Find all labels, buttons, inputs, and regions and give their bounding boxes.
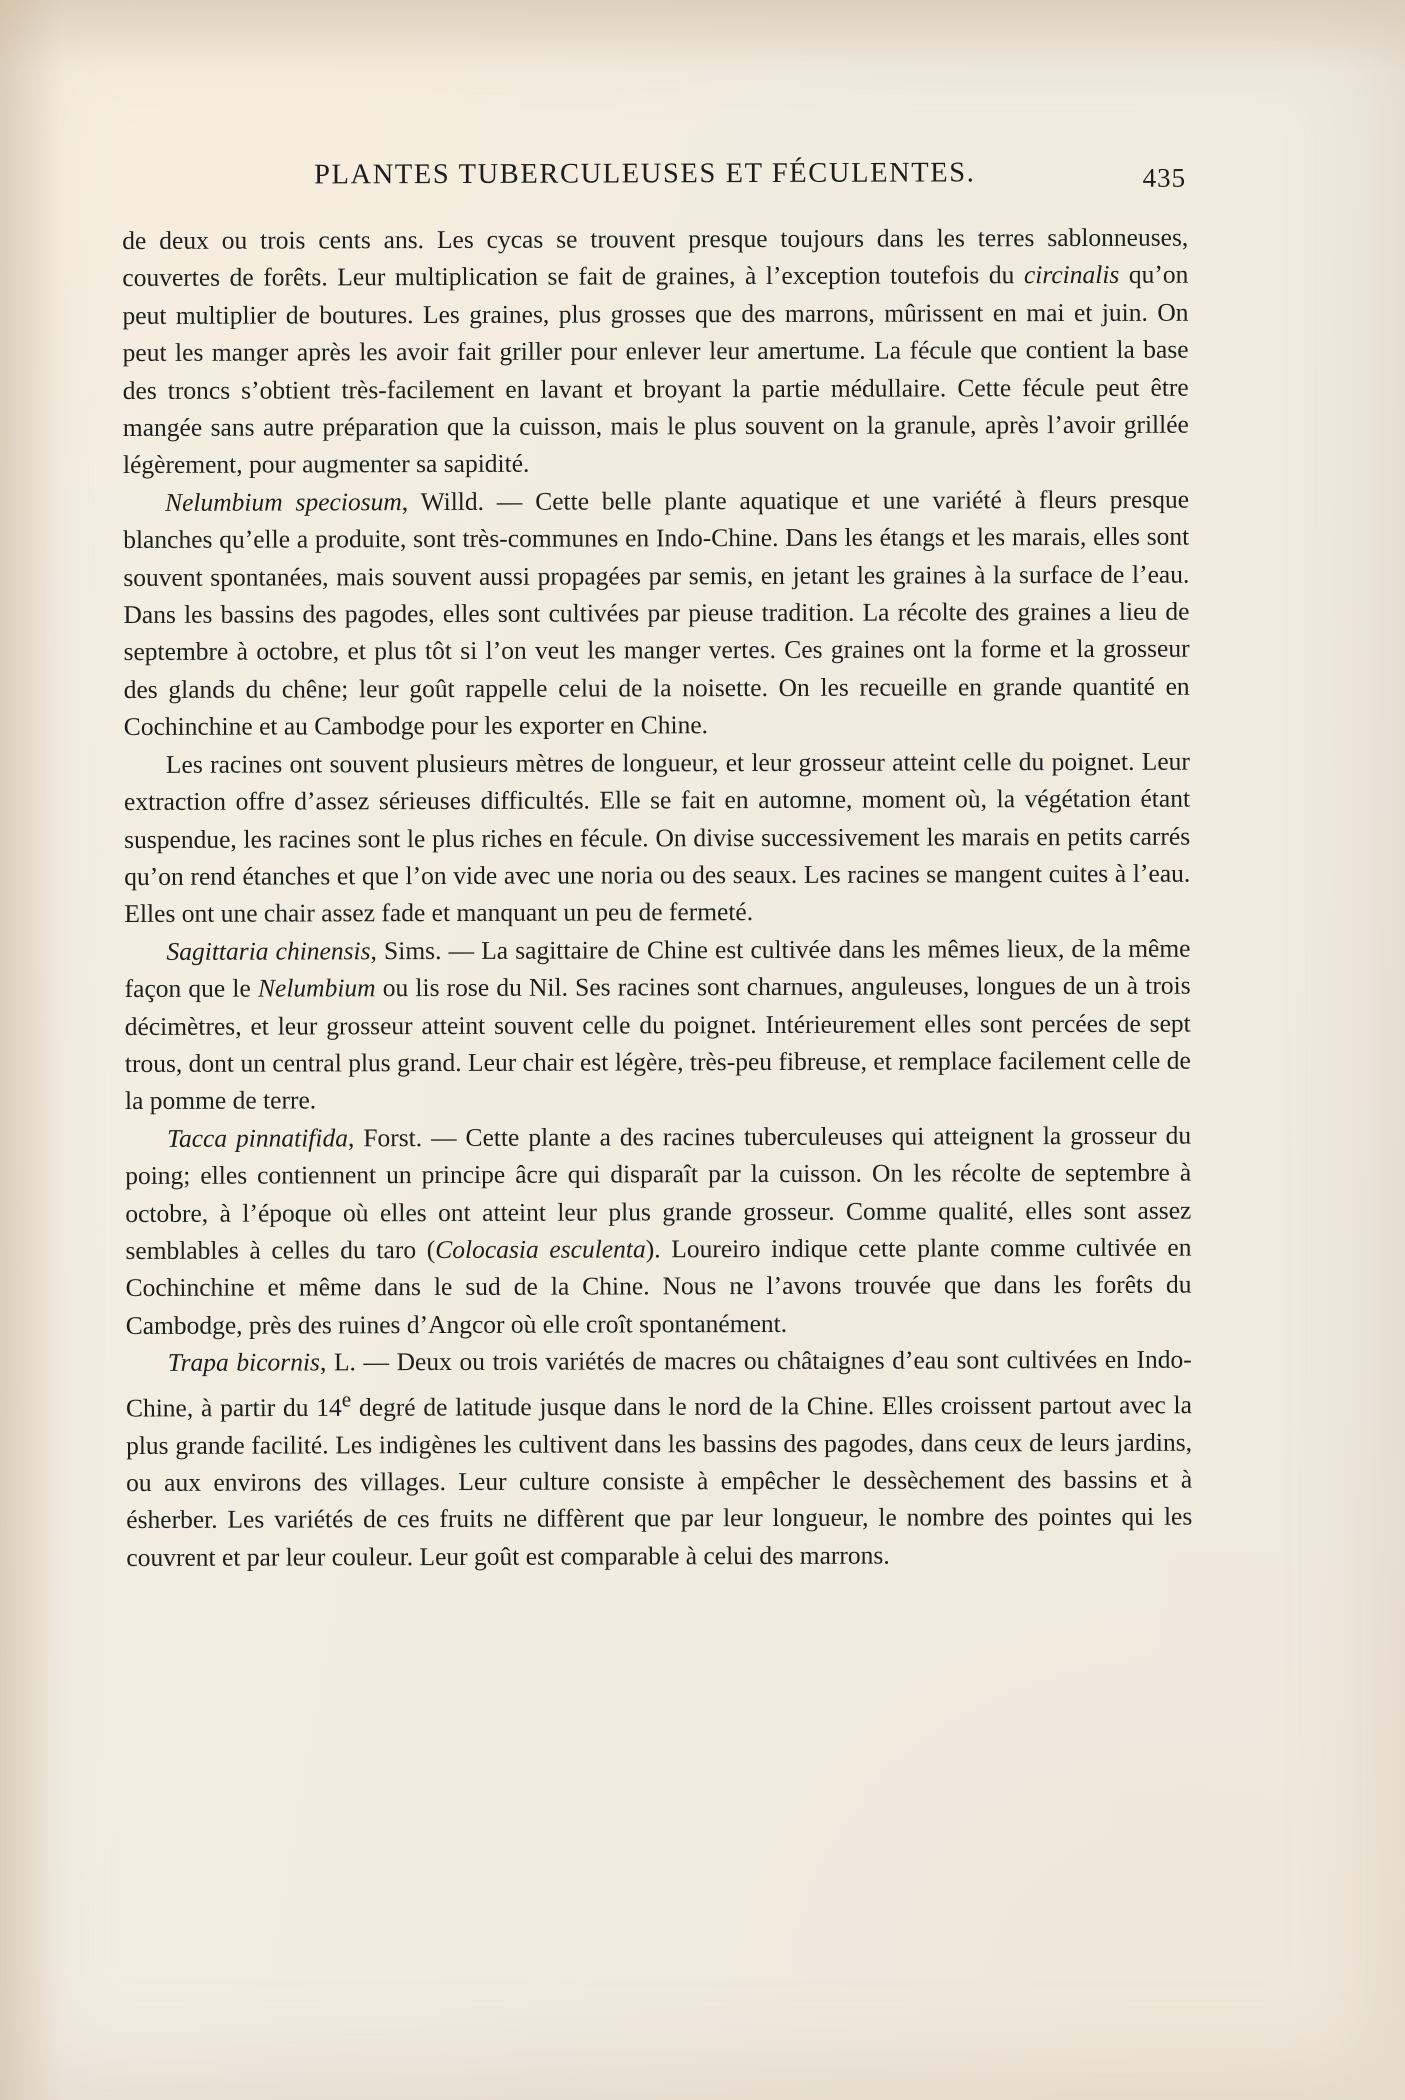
page-content bbox=[122, 157, 1192, 1576]
para-nelumbium bbox=[123, 480, 1190, 745]
text-run: qu’on peut multiplier de boutures. Les graines, plus grosses que des marrons, mûrissent en mai et juin. On peut les manger après les avoir fait griller pour enlever leur amertume. La fécule que contient la base des troncs s’obtient très-facilement en lavant et broyant la partie médullaire. Cette fécule peut être mangée sans autre préparation que la cuisson, mais le plus souvent on la granule, après l’avoir grillée légèrement, pour augmenter sa sapidité. bbox=[122, 260, 1189, 480]
species-name: Colocasia esculenta bbox=[435, 1234, 646, 1264]
text-run: ou lis rose du Nil. Ses racines sont charnues, anguleuses, longues de un à trois décimètres, et leur grosseur atteint souvent celle du poignet. Intérieurement elles sont percées de sept trous, dont un central plus grand. Leur chair est légère, très-peu fibreuse, et remplace facilement celle de la pomme de terre. bbox=[124, 970, 1191, 1116]
species-name: circinalis bbox=[1023, 260, 1120, 290]
species-name: Nelumbium speciosum bbox=[165, 486, 402, 517]
ordinal-superscript: e bbox=[341, 1386, 352, 1411]
page-edge-shadow-left bbox=[0, 0, 60, 2100]
text-run: , Willd. — Cette belle plante aquatique et une variété à fleurs presque blanches qu’elle a produite, sont très-communes en Indo-Chine. Dans les étangs et les marais, elles sont souvent spontanées, mais souvent aussi propagées par semis, en jetant les graines à la surface de l’eau. Dans les bassins des pagodes, elles sont cultivées par pieuse tradition. La récolte des graines a lieu de septembre à octobre, et plus tôt si l’on veut les manger vertes. Ces graines ont la forme et la grosseur des glands du chêne; leur goût rappelle celui de la noisette. On les recueille en grande quantité en Cochinchine et au Cambodge pour les exporter en Chine. bbox=[123, 484, 1190, 742]
para-tacca bbox=[125, 1116, 1192, 1344]
text-run: , Sims. — La sagittaire de Chine est cultivée dans les mêmes lieux, de la même façon que le bbox=[124, 933, 1191, 1004]
para-sagittaria bbox=[124, 929, 1191, 1119]
text-run: , L. — Deux ou trois variétés de macres ou châtaignes d’eau sont cultivées en Indo-Chine, à partir du 14 bbox=[125, 1344, 1192, 1423]
page-number: 435 bbox=[1142, 162, 1187, 193]
body-text bbox=[122, 219, 1192, 1576]
text-run: Les racines ont souvent plusieurs mètres de longueur, et leur grosseur atteint celle du poignet. Leur extraction offre d’assez sérieuses difficultés. Elle se fait en automne, moment où, la végétation étant suspendue, les racines sont le plus riches en fécule. On divise successivement les marais en petits carrés qu’on rend étanches et que l’on vide avec une noria ou des seaux. Les racines se mangent cuites à l’eau. Elles ont une chair assez fade et manquant un peu de fermeté. bbox=[123, 746, 1191, 929]
para-cycas bbox=[122, 219, 1189, 484]
text-run: , Forst. — Cette plante a des racines tuberculeuses qui atteignent la grosseur du poing; elles contiennent un principe âcre qui disparaît par la cuisson. On les récolte de septembre à octobre, à l’époque où elles ont atteint leur plus grande grosseur. Comme qualité, elles sont assez semblables à celles du taro ( bbox=[125, 1120, 1192, 1265]
running-head: PLANTES TUBERCULEUSES ET FÉCULENTES. bbox=[313, 157, 976, 191]
para-racines bbox=[124, 742, 1191, 932]
text-run: de deux ou trois cents ans. Les cycas se trouvent presque toujours dans les terres sablonneuses, couvertes de forêts. Leur multiplication se fait de graines, à l’exception toutefois du bbox=[122, 222, 1189, 293]
para-trapa bbox=[126, 1341, 1193, 1576]
text-run: degré de latitude jusque dans le nord de la Chine. Elles croissent partout avec la plus grande facilité. Les indigènes les cultivent dans les bassins des pagodes, dans ceux de leurs jardins, ou aux environs des villages. Leur culture consiste à empêcher le dessèchement des bassins et à ésherber. Les variétés de ces fruits ne diffèrent que par leur longueur, le nombre des pointes qui les couvrent et par leur couleur. Leur goût est comparable à celui des marrons. bbox=[125, 1389, 1193, 1572]
species-name: Tacca pinnatifida bbox=[167, 1123, 348, 1153]
page-edge-shadow-top bbox=[0, 0, 1405, 70]
species-name: Trapa bicornis bbox=[167, 1347, 320, 1378]
text-run: ). Loureiro indique cette plante comme cultivée en Cochinchine et même dans le sud de la Chine. Nous ne l’avons trouvée que dans les forêts du Cambodge, près des ruines d’Angcor où elle croît spontanément. bbox=[125, 1232, 1192, 1340]
species-name: Nelumbium bbox=[257, 973, 376, 1003]
species-name: Sagittaria chinensis bbox=[166, 935, 371, 966]
page-header bbox=[122, 157, 1188, 204]
